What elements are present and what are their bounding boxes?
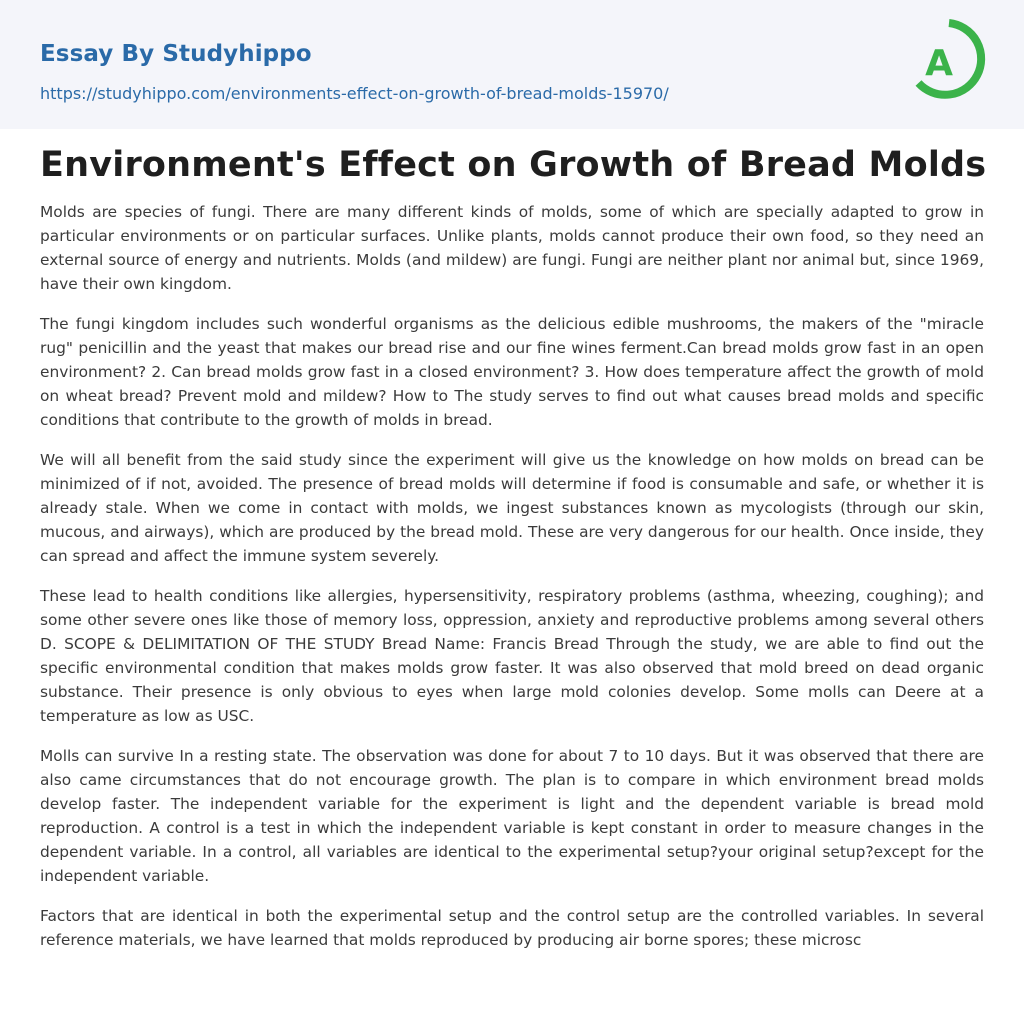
essay-paragraph: Molds are species of fungi. There are many different kinds of molds, some of which are specially adapted to grow in particular environments or on particular surfaces. Unlike plants, molds cannot produce their own food, so they need an external source of energy and nutrients. Molds (and mildew) are fungi. Fungi are neither plant nor animal but, since 1969, have their own kingdom. [40, 203, 984, 293]
essay-body [40, 200, 984, 968]
studyhippo-logo-icon[interactable] [912, 19, 986, 105]
essay-paragraph: Molls can survive In a resting state. The observation was done for about 7 to 10 days. But it was observed that there are also came circumstances that do not encourage growth. The plan is to compare in which environment bread molds develop faster. The independent variable for the experiment is light and the dependent variable is bread mold reproduction. A control is a test in which the independent variable is kept constant in order to measure changes in the dependent variable. In a control, all variables are identical to the experimental setup?your original setup?except for the independent variable. [40, 747, 984, 885]
essay-url-link[interactable]: https://studyhippo.com/environments-effect-on-growth-of-bread-molds-15970/ [40, 84, 669, 103]
essay-paragraph: Factors that are identical in both the experimental setup and the control setup are the controlled variables. In several reference materials, we have learned that molds reproduced by producing air borne spores; these microsc [40, 907, 984, 949]
site-brand[interactable]: Essay By Studyhippo [40, 41, 312, 67]
essay-paragraph: These lead to health conditions like allergies, hypersensitivity, respiratory problems (asthma, wheezing, coughing); and some other severe ones like those of memory loss, oppression, anxiety and reproductive problems among several others D. SCOPE & DELIMITATION OF THE STUDY Bread Name: Francis Bread Through the study, we are able to find out the specific environmental condition that makes molds grow faster. It was also observed that mold breed on dead organic substance. Their presence is only obvious to eyes when large mold colonies develop. Some molls can Deere at a temperature as low as USC. [40, 587, 984, 725]
site-header [0, 0, 1024, 129]
essay-paragraph: The fungi kingdom includes such wonderful organisms as the delicious edible mushrooms, the makers of the "miracle rug" penicillin and the yeast that makes our bread rise and our fine wines ferment.Can bread molds grow fast in an open environment? 2. Can bread molds grow fast in a closed environment? 3. How does temperature affect the growth of mold on wheat bread? Prevent mold and mildew? How to The study serves to find out what causes bread molds and specific conditions that contribute to the growth of molds in bread. [40, 315, 984, 429]
essay-paragraph: We will all benefit from the said study since the experiment will give us the knowledge on how molds on bread can be minimized of if not, avoided. The presence of bread molds will determine if food is consumable and safe, or whether it is already stale. When we come in contact with molds, we ingest substances known as mycologists (through our skin, mucous, and airways), which are produced by the bread mold. These are very dangerous for our health. Once inside, they can spread and affect the immune system severely. [40, 451, 984, 565]
page-title: Environment's Effect on Growth of Bread Molds [40, 145, 987, 185]
logo-letter: A [925, 43, 953, 84]
